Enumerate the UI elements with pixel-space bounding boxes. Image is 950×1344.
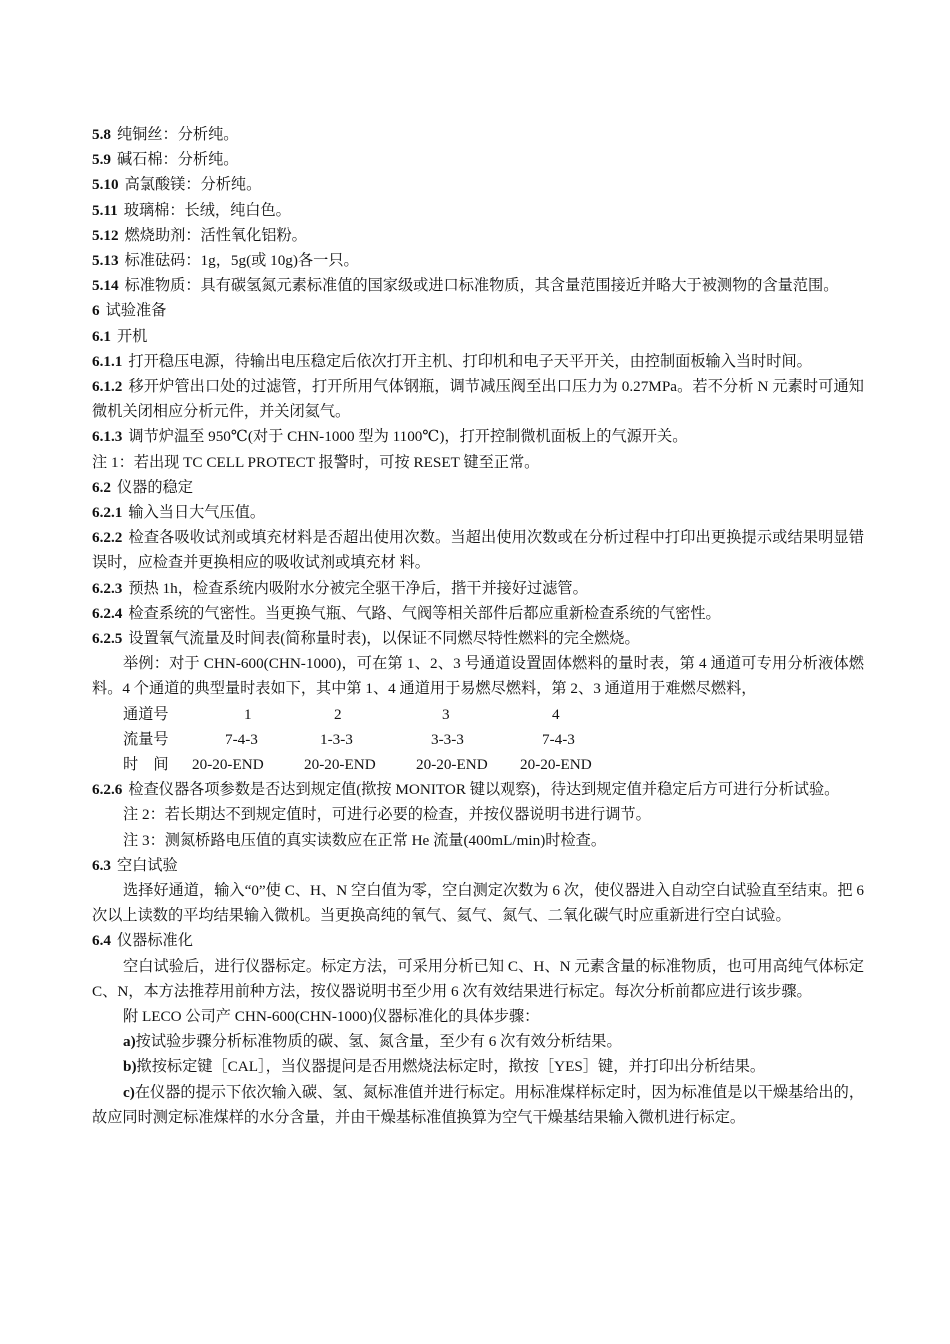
note-1: 注 1：若出现 TC CELL PROTECT 报警时，可按 RESET 键至正常。 [92,453,540,471]
table-cell: 20-20-END [416,756,488,774]
note-2: 注 2：若长期达不到规定值时，可进行必要的检查，并按仪器说明书进行调节。 [123,806,651,824]
example-paragraph: 举例：对于 CHN-600(CHN-1000)，可在第 1、2、3 号通道设置固体燃料的量时表，第 4 通道可专用分析液体燃料。4 个通道的典型量时表如下，其中第 1、4 通道用于易燃尽燃料，第 2、3 通道用于难燃尽燃料， [92,655,864,698]
table-cell: 时 间 [123,756,169,774]
paragraph-leco-steps: 附 LECO 公司产 CHN-600(CHN-1000)仪器标准化的具体步骤： [123,1008,540,1026]
table-row-flow [92,727,864,752]
paragraph-6-2-1: 6.2.1 输入当日大气压值。 [92,504,266,522]
paragraph-5-13: 5.13 标准砝码：1g，5g(或 10g)各一只。 [92,252,359,270]
step-a: a)按试验步骤分析标准物质的碳、氢、氮含量，至少有 6 次有效分析结果。 [123,1033,622,1051]
flow-time-table [92,702,864,778]
paragraph-6-1-2: 6.1.2 移开炉管出口处的过滤管，打开所用气体钢瓶，调节减压阀至出口压力为 0.27MPa。若不分析 N 元素时可通知微机关闭相应分析元件，并关闭氦气。 [92,378,864,421]
table-cell: 2 [334,705,342,723]
paragraph-6-2-5: 6.2.5 设置氧气流量及时间表(简称量时表)，以保证不同燃尽特性燃料的完全燃烧。 [92,630,640,648]
table-cell: 7-4-3 [225,730,258,748]
heading-6-1: 6.1 开机 [92,327,148,345]
table-cell: 3-3-3 [431,730,464,748]
table-cell: 3 [442,705,450,723]
paragraph-5-9: 5.9 碱石棉：分析纯。 [92,151,239,169]
step-b: b)揿按标定键［CAL］，当仪器提问是否用燃烧法标定时，揿按［YES］键，并打印出分析结果。 [123,1058,766,1076]
paragraph-5-11: 5.11 玻璃棉：长绒，纯白色。 [92,201,291,219]
document-page [92,122,864,1130]
paragraph-calibration: 空白试验后，进行仪器标定。标定方法，可采用分析已知 C、H、N 元素含量的标准物质，也可用高纯气体标定 C、N，本方法推荐用前种方法，按仪器说明书至少用 6 次有效结果进行标定。每次分析前都应进行该步骤。 [92,957,864,1000]
section-list-bottom [92,777,864,1130]
table-row-time [92,752,864,777]
table-cell: 20-20-END [304,756,376,774]
paragraph-6-2-4: 6.2.4 检查系统的气密性。当更换气瓶、气路、气阀等相关部件后都应重新检查系统的气密性。 [92,604,721,622]
heading-6-2: 6.2 仪器的稳定 [92,478,193,496]
paragraph-6-2-6: 6.2.6 检查仪器各项参数是否达到规定值(揿按 MONITOR 键以观察)，待达到规定值并稳定后方可进行分析试验。 [92,781,840,799]
table-cell: 20-20-END [192,756,264,774]
heading-6: 6 试验准备 [92,302,167,320]
paragraph-5-8: 5.8 纯铜丝：分析纯。 [92,126,239,143]
table-cell: 20-20-END [520,756,592,774]
paragraph-6-1-3: 6.1.3 调节炉温至 950℃(对于 CHN-1000 型为 1100℃)，打开控制微机面板上的气源开关。 [92,428,688,446]
paragraph-5-10: 5.10 高氯酸镁：分析纯。 [92,176,262,194]
paragraph-5-14: 5.14 标准物质：具有碳氢氮元素标准值的国家级或进口标准物质，其含量范围接近并略大于被测物的含量范围。 [92,277,839,295]
table-cell: 通道号 [123,705,169,723]
table-cell: 1 [244,705,252,723]
paragraph-6-1-1: 6.1.1 打开稳压电源，待输出电压稳定后依次打开主机、打印机和电子天平开关，由控制面板输入当时时间。 [92,352,812,370]
paragraph-6-2-2: 6.2.2 检查各吸收试剂或填充材料是否超出使用次数。当超出使用次数或在分析过程中打印出更换提示或结果明显错误时，应检查并更换相应的吸收试剂或填充材 料。 [92,529,864,572]
table-cell: 7-4-3 [542,730,575,748]
paragraph-5-12: 5.12 燃烧助剂：活性氧化铝粉。 [92,226,307,244]
table-cell: 4 [552,705,560,723]
step-c: c)在仪器的提示下依次输入碳、氢、氮标准值并进行标定。用标准煤样标定时，因为标准值是以干燥基给出的，故应同时测定标准煤样的水分含量，并由干燥基标准值换算为空气干燥基结果输入微机进行标定。 [92,1083,864,1126]
heading-6-4: 6.4 仪器标准化 [92,932,193,950]
table-row-channel [92,702,864,727]
table-cell: 1-3-3 [320,730,353,748]
table-cell: 流量号 [123,730,169,748]
heading-6-3: 6.3 空白试验 [92,856,178,874]
note-3: 注 3：测氮桥路电压值的真实读数应在正常 He 流量(400mL/min)时检查。 [123,831,607,849]
paragraph-blank-test: 选择好通道，输入“0”使 C、H、N 空白值为零，空白测定次数为 6 次，使仪器进入自动空白试验直至结束。把 6 次以上读数的平均结果输入微机。当更换高纯的氧气、氦气、氮气、二氧化碳气时应重新进行空白试验。 [92,882,864,925]
paragraph-6-2-3: 6.2.3 预热 1h，检查系统内吸附水分被完全驱干净后，揩干并接好过滤管。 [92,579,588,597]
section-list-top [92,122,864,651]
